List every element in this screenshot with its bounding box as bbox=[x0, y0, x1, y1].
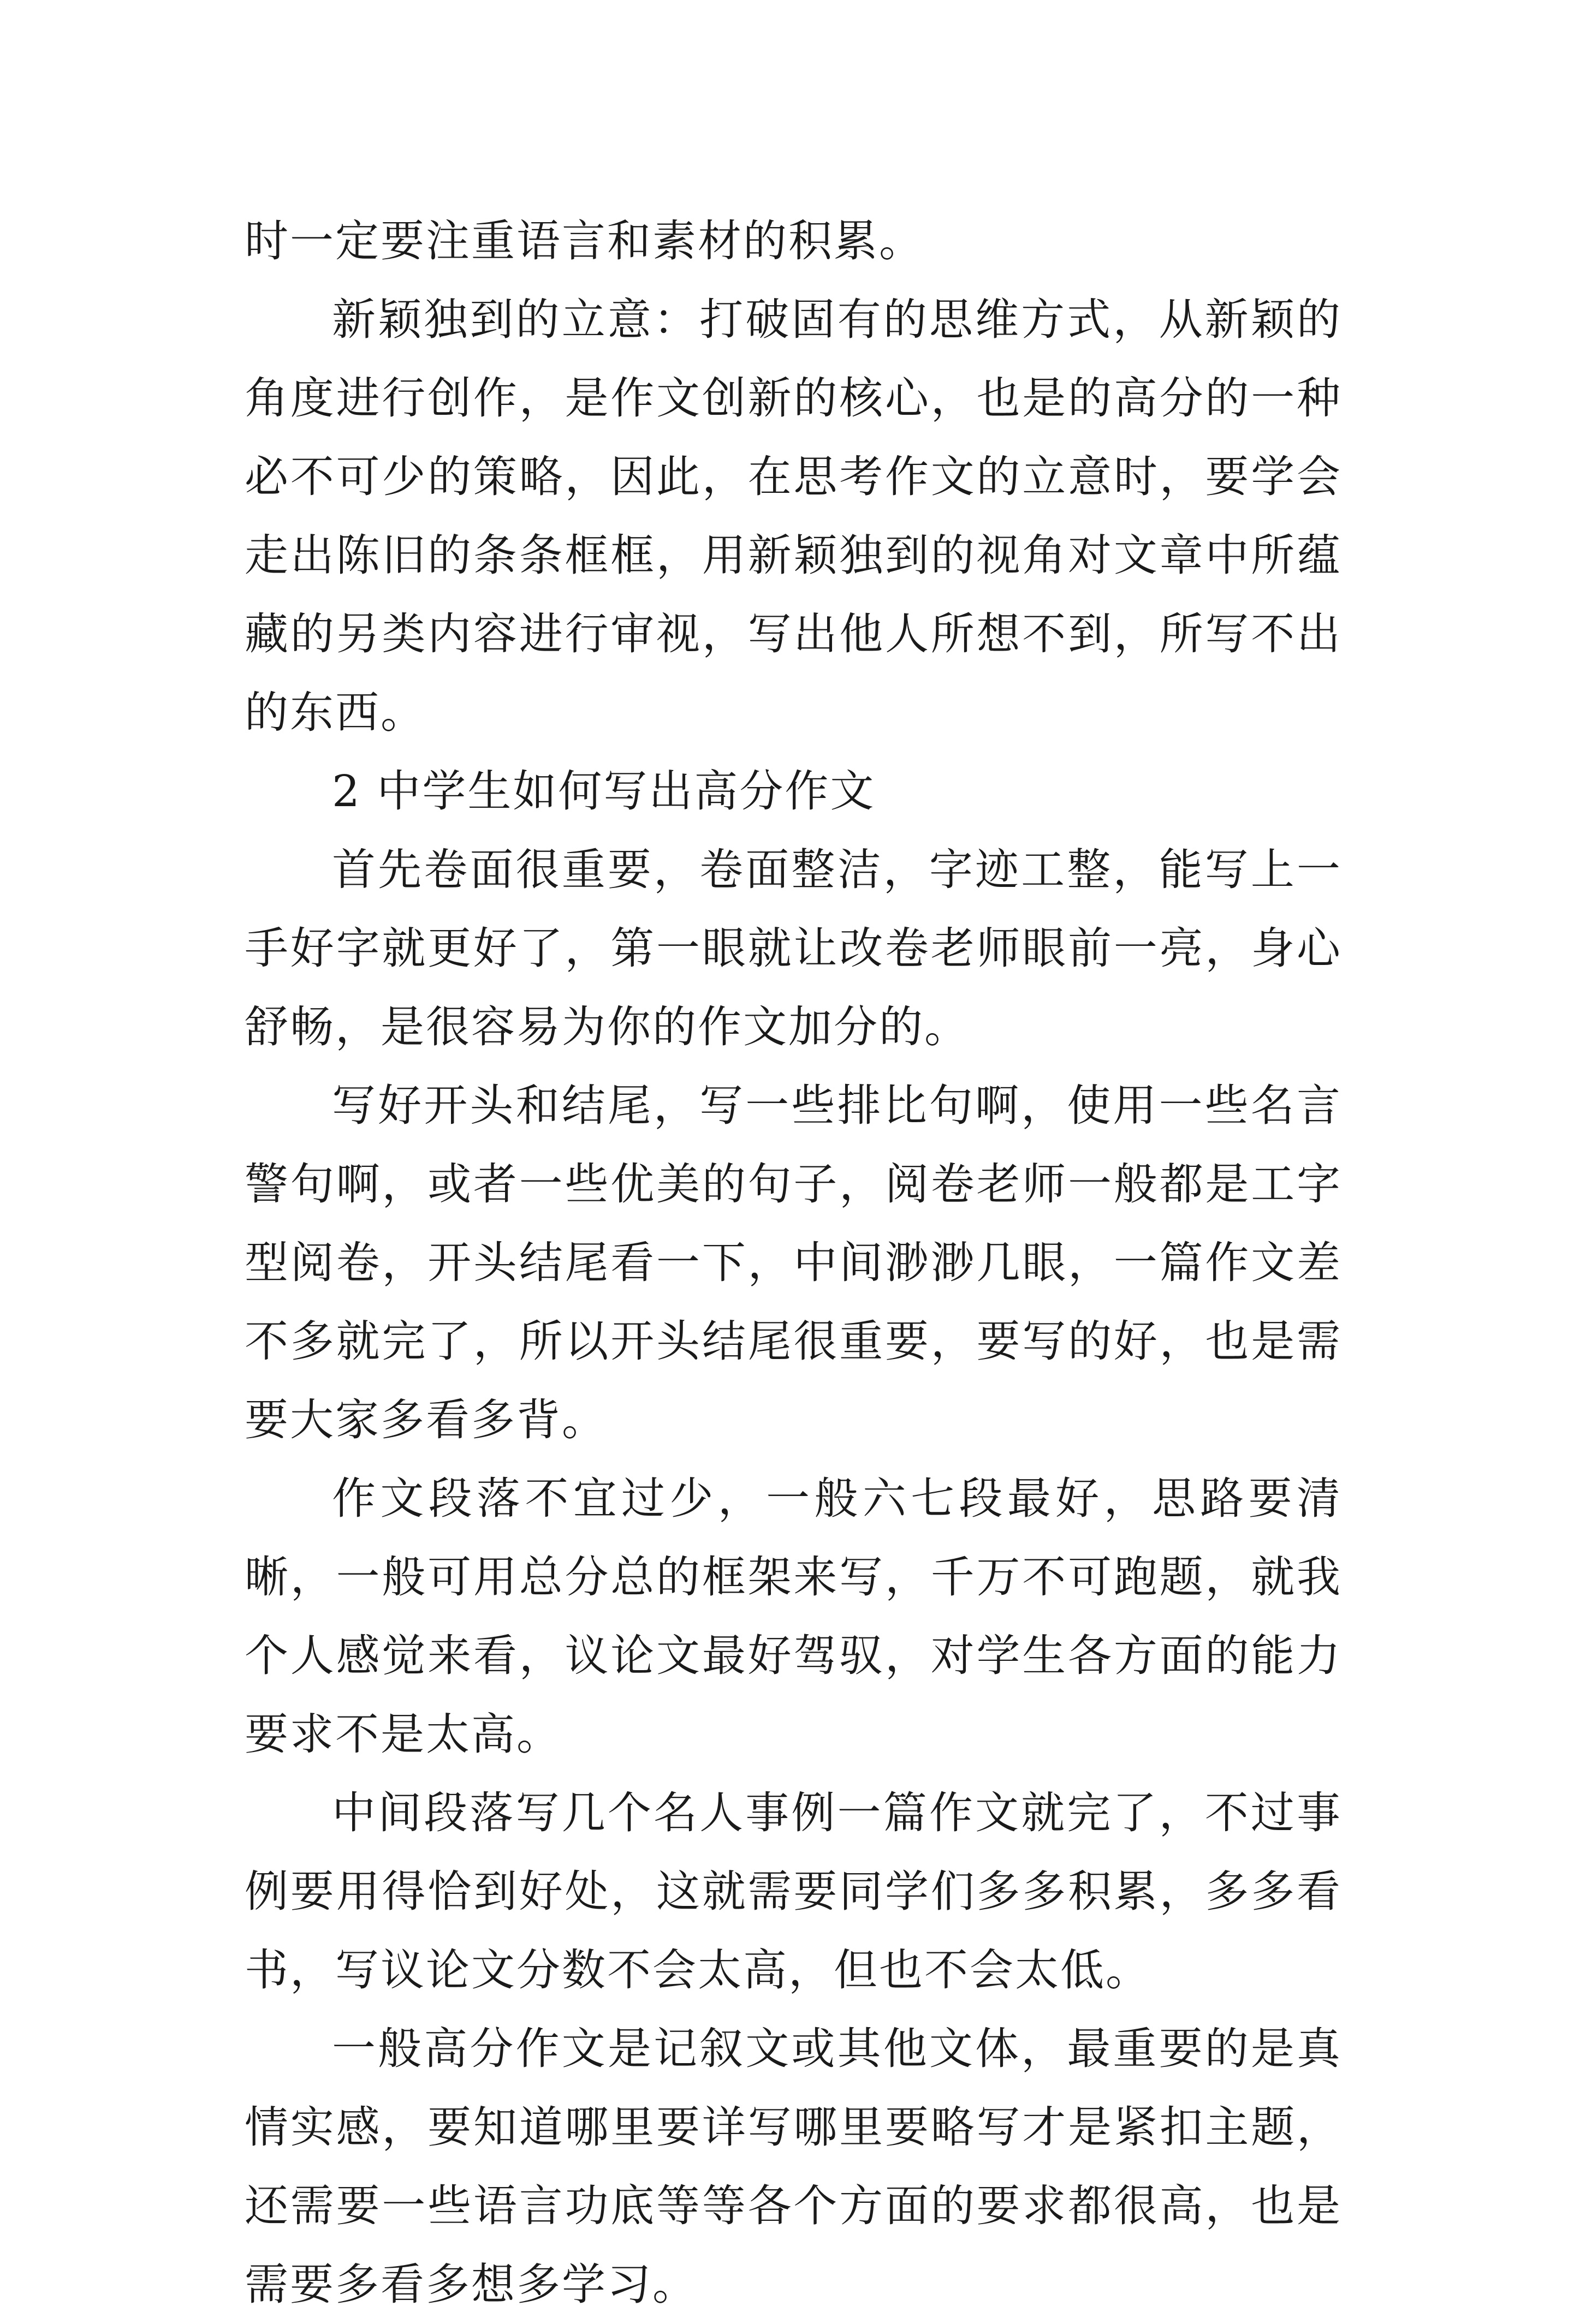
document-body bbox=[245, 202, 1342, 2324]
paragraph-opening-ending: 写好开头和结尾，写一些排比句啊，使用一些名言警句啊，或者一些优美的句子，阅卷老师一般都是工字型阅卷，开头结尾看一下，中间渺渺几眼，一篇作文差不多就完了，所以开头结尾很重要，要写的好，也是需要大家多看多背。 bbox=[245, 1080, 1342, 1445]
paragraph-examples: 中间段落写几个名人事例一篇作文就完了，不过事例要用得恰到好处，这就需要同学们多多积累，多多看书，写议论文分数不会太高，但也不会太低。 bbox=[245, 1787, 1342, 1995]
section-heading: 2 中学生如何写出高分作文 bbox=[332, 766, 876, 817]
paragraph-novel-theme: 新颖独到的立意：打破固有的思维方式，从新颖的角度进行创作，是作文创新的核心，也是的高分的一种必不可少的策略，因此，在思考作文的立意时，要学会走出陈旧的条条框框，用新颖独到的视角对文章中所蕴藏的另类内容进行审视，写出他人所想不到，所写不出的东西。 bbox=[245, 294, 1342, 738]
paragraph-structure: 作文段落不宜过少，一般六七段最好，思路要清晰，一般可用总分总的框架来写，千万不可跑题，就我个人感觉来看，议论文最好驾驭，对学生各方面的能力要求不是太高。 bbox=[245, 1473, 1342, 1760]
paragraph-continuation: 时一定要注重语言和素材的积累。 bbox=[245, 216, 924, 266]
paragraph-narrative: 一般高分作文是记叙文或其他文体，最重要的是真情实感，要知道哪里要详写哪里要略写才是紧扣主题，还需要一些语言功底等等各个方面的要求都很高，也是需要多看多想多学习。 bbox=[245, 2023, 1342, 2310]
paragraph-neatness: 首先卷面很重要，卷面整洁，字迹工整，能写上一手好字就更好了，第一眼就让改卷老师眼前一亮，身心舒畅，是很容易为你的作文加分的。 bbox=[245, 844, 1342, 1052]
